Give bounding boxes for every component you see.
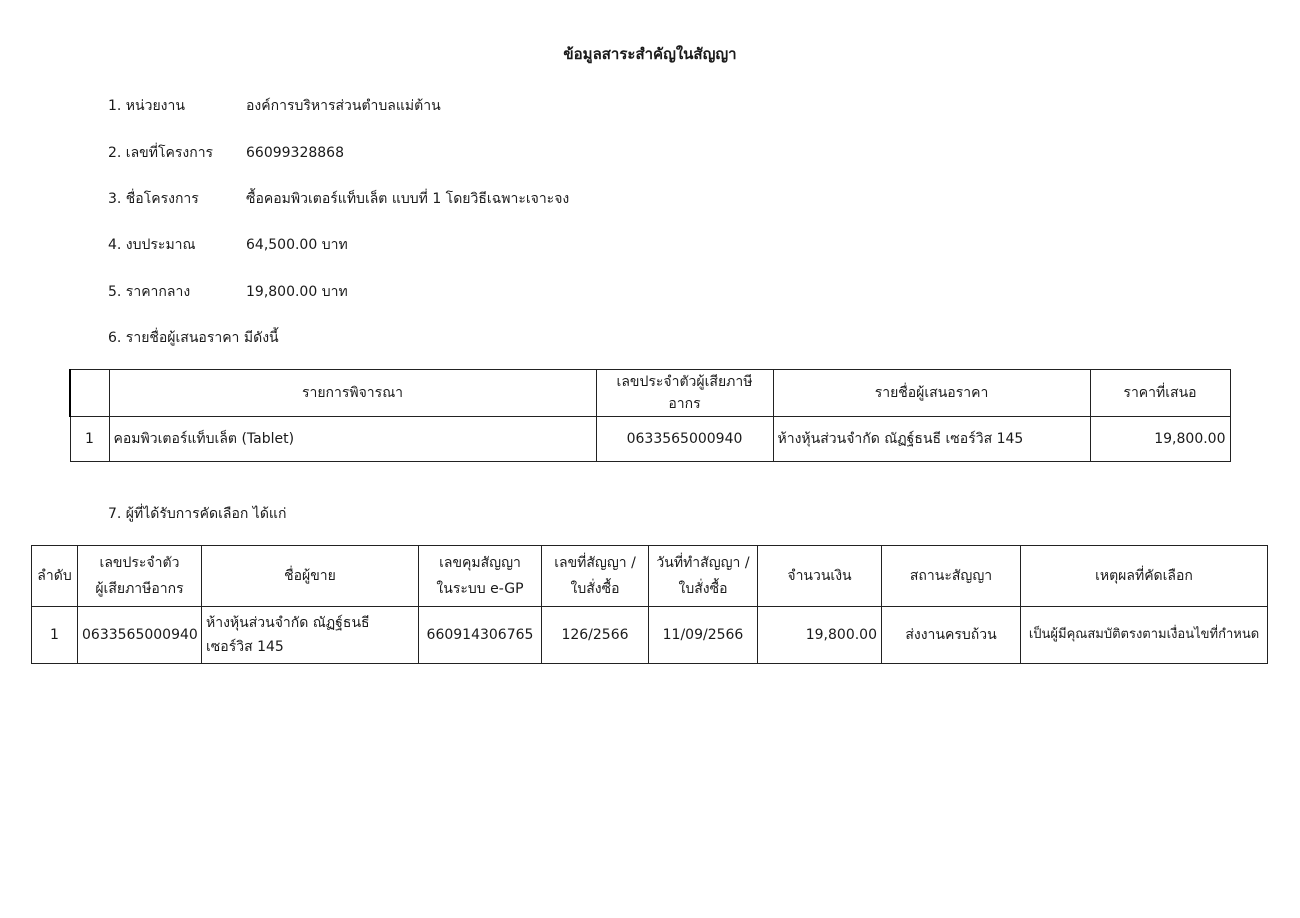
header-text: ใบสั่งซื้อ <box>570 581 620 597</box>
cell-order: 1 <box>32 607 78 664</box>
col-header-price: ราคาที่เสนอ <box>1090 370 1230 417</box>
cell-tax-id: 0633565000940 <box>596 417 773 462</box>
col-header-amount <box>758 546 882 607</box>
header-text: เหตุผลที่คัดเลือก <box>1095 568 1193 584</box>
col-header-reason <box>1021 546 1268 607</box>
col-header-order <box>32 546 78 607</box>
cell-price: 19,800.00 <box>1090 417 1230 462</box>
info-median-price <box>108 280 348 304</box>
info-label: 3. ชื่อโครงการ <box>108 191 199 207</box>
header-text: ผู้เสียภาษีอากร <box>95 581 184 597</box>
header-text: ลำดับ <box>37 568 72 584</box>
header-text: ในระบบ e-GP <box>436 581 524 597</box>
info-agency <box>108 94 441 118</box>
info-value: ซื้อคอมพิวเตอร์แท็บเล็ต แบบที่ 1 โดยวิธีเฉพาะเจาะจง <box>246 191 570 207</box>
cell-index: 1 <box>70 417 109 462</box>
col-header-status <box>882 546 1021 607</box>
cell-item: คอมพิวเตอร์แท็บเล็ต (Tablet) <box>109 417 596 462</box>
header-text: เลขคุมสัญญา <box>439 555 521 571</box>
cell-tax-id: 0633565000940 <box>78 607 202 664</box>
cell-contract-date: 11/09/2566 <box>649 607 758 664</box>
col-header-contract-number <box>542 546 649 607</box>
col-header-contract-date <box>649 546 758 607</box>
info-value: 64,500.00 บาท <box>246 237 348 253</box>
cell-seller: ห้างหุ้นส่วนจำกัด ณัฏฐ์ธนธี เซอร์วิส 145 <box>202 607 419 664</box>
header-text: วันที่ทำสัญญา / <box>656 555 750 571</box>
header-text: ชื่อผู้ขาย <box>284 568 336 584</box>
info-label: 2. เลขที่โครงการ <box>108 145 214 161</box>
cell-reason: เป็นผู้มีคุณสมบัติตรงตามเงื่อนไขที่กำหนด <box>1021 607 1268 664</box>
info-value: องค์การบริหารส่วนตำบลแม่ต้าน <box>246 98 441 114</box>
header-text: เลขประจำตัว <box>99 555 180 571</box>
header-text: ใบสั่งซื้อ <box>678 581 728 597</box>
header-text: เลขที่สัญญา / <box>554 555 636 571</box>
info-value: 66099328868 <box>246 145 344 161</box>
section-7-heading: 7. ผู้ที่ได้รับการคัดเลือก ได้แก่ <box>108 506 287 522</box>
table-row <box>70 417 1230 462</box>
cell-amount: 19,800.00 <box>758 607 882 664</box>
info-project-number <box>108 141 344 165</box>
col-header-bidder: รายชื่อผู้เสนอราคา <box>773 370 1090 417</box>
header-text: สถานะสัญญา <box>909 568 993 584</box>
table-header-row <box>70 370 1230 417</box>
table-row <box>32 607 1268 664</box>
info-project-name <box>108 187 569 211</box>
col-header-seller <box>202 546 419 607</box>
cell-contract-number: 126/2566 <box>542 607 649 664</box>
section-6-heading: 6. รายชื่อผู้เสนอราคา มีดังนี้ <box>108 330 279 346</box>
cell-bidder: ห้างหุ้นส่วนจำกัด ณัฏฐ์ธนธี เซอร์วิส 145 <box>773 417 1090 462</box>
table-header-row <box>32 546 1268 607</box>
col-header-index <box>70 370 109 417</box>
info-label: 5. ราคากลาง <box>108 284 191 300</box>
document-title: ข้อมูลสาระสำคัญในสัญญา <box>563 45 737 63</box>
info-label: 1. หน่วยงาน <box>108 98 185 114</box>
col-header-item: รายการพิจารณา <box>109 370 596 417</box>
cell-egp-number: 660914306765 <box>419 607 542 664</box>
bidders-table <box>69 369 1231 462</box>
info-budget <box>108 233 348 257</box>
col-header-tax-id <box>78 546 202 607</box>
col-header-egp-number <box>419 546 542 607</box>
col-header-tax-id: เลขประจำตัวผู้เสียภาษีอากร <box>596 370 773 417</box>
info-label: 4. งบประมาณ <box>108 237 196 253</box>
info-value: 19,800.00 บาท <box>246 284 348 300</box>
selected-table <box>31 545 1268 664</box>
header-text: จำนวนเงิน <box>787 568 852 584</box>
cell-status: ส่งงานครบถ้วน <box>882 607 1021 664</box>
